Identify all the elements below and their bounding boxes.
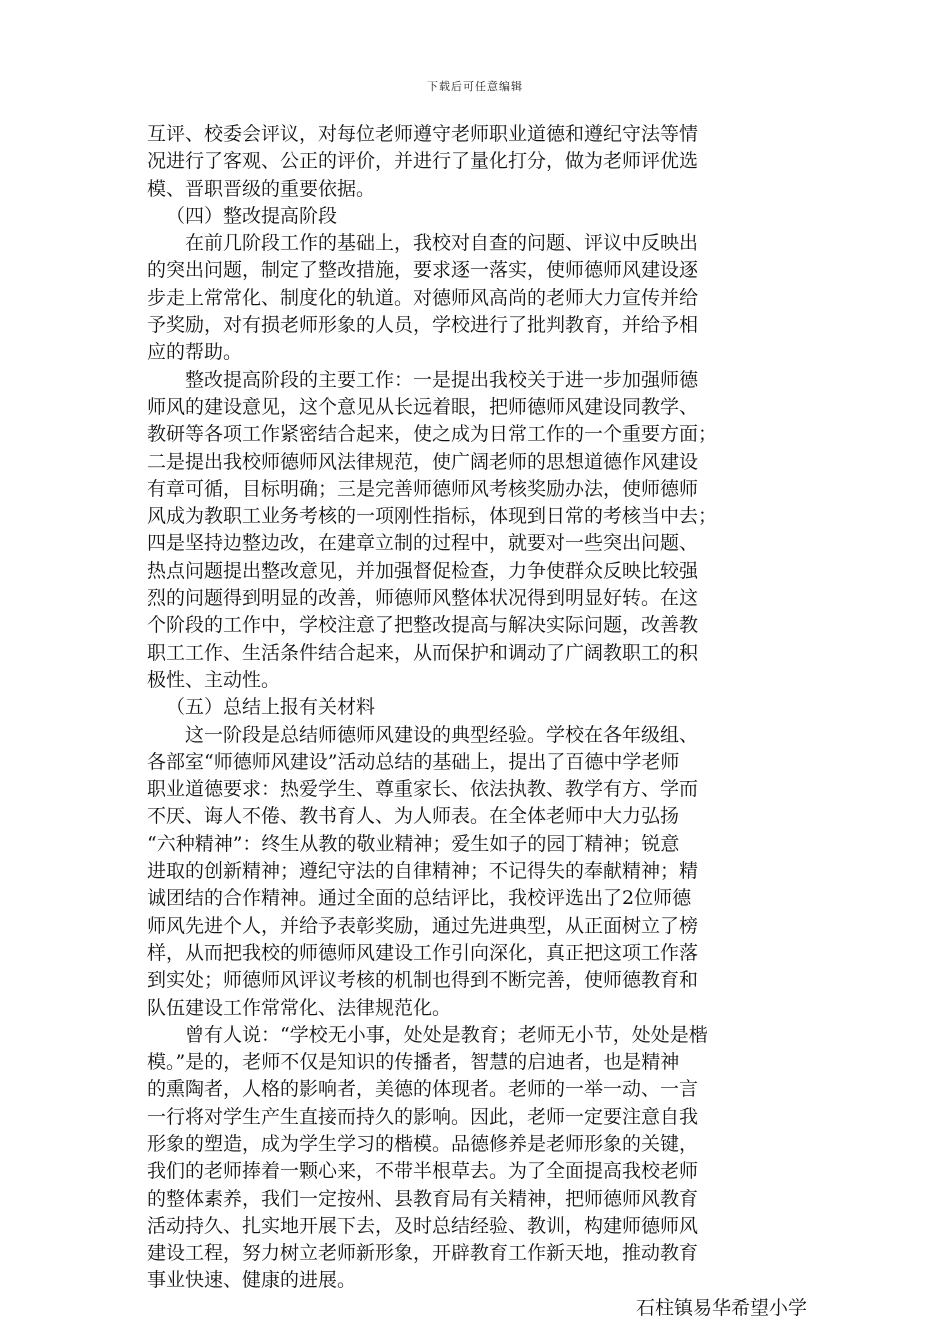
text-line: 活动持久、扎实地开展下去，及时总结经验、教训，构建师德师风 bbox=[147, 1214, 699, 1237]
text-line: 曾有人说：“学校无小事，处处是教育；老师无小节，处处是楷 bbox=[185, 1023, 708, 1046]
section-heading: （四）整改提高阶段 bbox=[166, 204, 338, 227]
text-line: 极性、主动性。 bbox=[147, 668, 281, 691]
text-line: 二是提出我校师德师风法律规范，使广阔老师的思想道德作风建设 bbox=[147, 450, 699, 473]
text-line: 事业快速、健康的进展。 bbox=[147, 1269, 357, 1292]
text-line: 步走上常常化、制度化的轨道。对德师风高尚的老师大力宣传并给 bbox=[147, 286, 699, 309]
section-heading: （五）总结上报有关材料 bbox=[166, 696, 376, 719]
text-line: 不厌、诲人不倦、教书育人、为人师表。在全体老师中大力弘扬 bbox=[147, 805, 680, 828]
text-line: 整改提高阶段的主要工作：一是提出我校关于进一步加强师德 bbox=[185, 368, 699, 391]
text-line: 我们的老师捧着一颗心来，不带半根草去。为了全面提高我校老师 bbox=[147, 1160, 699, 1183]
text-line: 职业道德要求：热爱学生、尊重家长、依法执教、教学有方、学而 bbox=[147, 778, 699, 801]
text-line: 热点问题提出整改意见，并加强督促检查，力争使群众反映比较强 bbox=[147, 559, 699, 582]
text-line: 队伍建设工作常常化、法律规范化。 bbox=[147, 996, 452, 1019]
text-line: 烈的问题得到明显的改善，师德师风整体状况得到明显好转。在这 bbox=[147, 587, 699, 610]
text-line: 师风先进个人，并给予表彰奖励，通过先进典型，从正面树立了榜 bbox=[147, 914, 699, 937]
text-line: 的突出问题，制定了整改措施，要求逐一落实，使师德师风建设逐 bbox=[147, 259, 699, 282]
text-line: 建设工程，努力树立老师新形象，开辟教育工作新天地，推动教育 bbox=[147, 1242, 699, 1265]
text-line: 到实处；师德师风评议考核的机制也得到不断完善，使师德教育和 bbox=[147, 969, 699, 992]
text-line: 职工工作、生活条件结合起来，从而保护和调动了广阔教职工的积 bbox=[147, 641, 699, 664]
text-line: 有章可循，目标明确；三是完善师德师风考核奖励办法，使师德师 bbox=[147, 477, 699, 500]
text-line: 模、晋职晋级的重要依据。 bbox=[147, 177, 376, 200]
document-body bbox=[147, 121, 807, 1322]
text-line: 一行将对学生产生直接而持久的影响。因此，老师一定要注意自我 bbox=[147, 1105, 699, 1128]
text-line: 这一阶段是总结师德师风建设的典型经验。学校在各年级组、 bbox=[185, 723, 699, 746]
signature: 石柱镇易华希望小学 bbox=[635, 1296, 807, 1319]
page-header: 下载后可任意编辑 bbox=[427, 80, 523, 93]
text-line: 互评、校委会评议，对每位老师遵守老师职业道德和遵纪守法等情 bbox=[147, 123, 699, 145]
text-line: 各部室“师德师风建设”活动总结的基础上，提出了百德中学老师 bbox=[147, 750, 680, 773]
text-line: 教研等各项工作紧密结合起来，使之成为日常工作的一个重要方面； bbox=[147, 423, 718, 446]
text-line: 四是坚持边整边改，在建章立制的过程中，就要对一些突出问题、 bbox=[147, 532, 699, 555]
text-line: 诚团结的合作精神。通过全面的总结评比，我校评选出了2位师德 bbox=[147, 887, 692, 910]
text-line: 予奖励，对有损老师形象的人员，学校进行了批判教育，并给予相 bbox=[147, 314, 699, 337]
text-line: 在前几阶段工作的基础上，我校对自查的问题、评议中反映出 bbox=[185, 232, 699, 255]
text-line: 进取的创新精神；遵纪守法的自律精神；不记得失的奉献精神；精 bbox=[147, 860, 699, 883]
text-line: 样，从而把我校的师德师风建设工作引向深化，真正把这项工作落 bbox=[147, 941, 699, 964]
text-line: 的熏陶者，人格的影响者，美德的体现者。老师的一举一动、一言 bbox=[147, 1078, 699, 1101]
text-line: “六种精神”：终生从教的敬业精神；爱生如子的园丁精神；锐意 bbox=[147, 832, 680, 855]
text-line: 况进行了客观、公正的评价，并进行了量化打分，做为老师评优选 bbox=[147, 150, 699, 173]
text-line: 模。”是的，老师不仅是知识的传播者，智慧的启迪者，也是精神 bbox=[147, 1051, 680, 1074]
text-line: 个阶段的工作中，学校注意了把整改提高与解决实际问题，改善教 bbox=[147, 614, 699, 637]
text-line: 应的帮助。 bbox=[147, 341, 243, 364]
text-line: 形象的塑造，成为学生学习的楷模。品德修养是老师形象的关键， bbox=[147, 1132, 699, 1155]
text-line: 师风的建设意见，这个意见从长远着眼，把师德师风建设同教学、 bbox=[147, 395, 699, 418]
text-line: 风成为教职工业务考核的一项刚性指标，体现到日常的考核当中去； bbox=[147, 505, 718, 528]
text-line: 的整体素养，我们一定按州、县教育局有关精神，把师德师风教育 bbox=[147, 1187, 699, 1210]
